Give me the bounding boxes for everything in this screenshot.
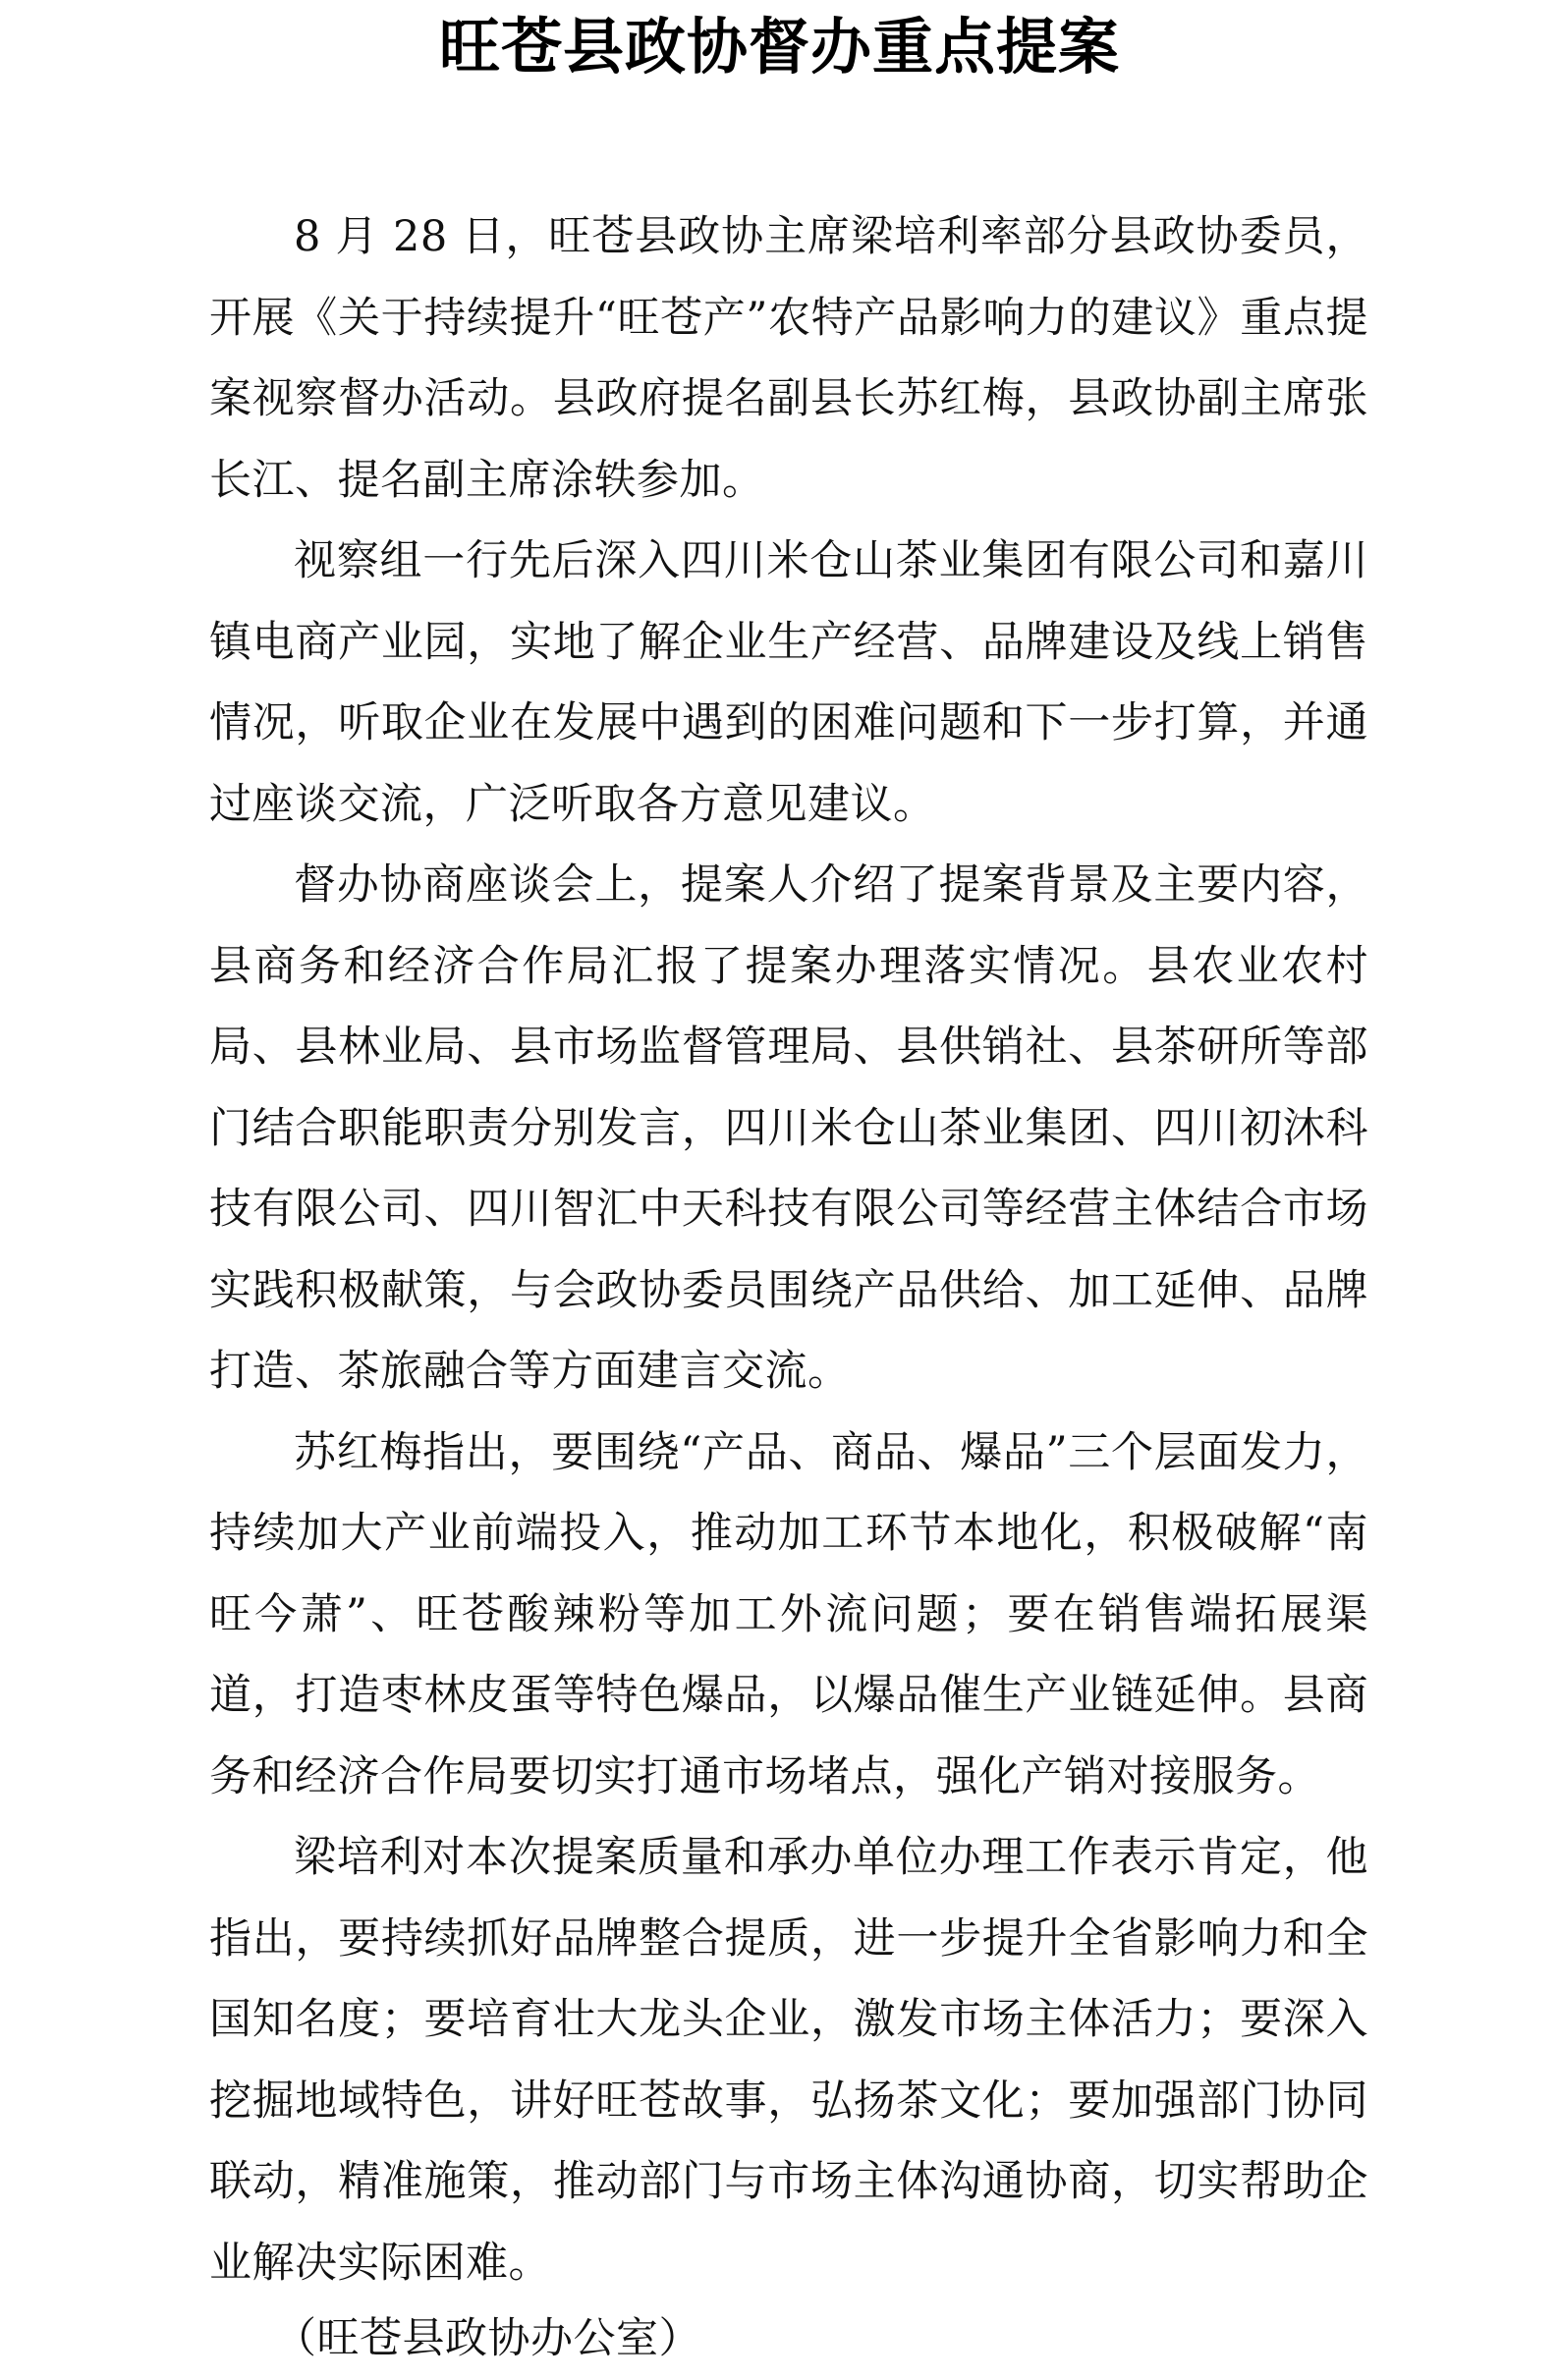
paragraph-5: 梁培利对本次提案质量和承办单位办理工作表示肯定，他指出，要持续抓好品牌整合提质，进一步提升全省影响力和全国知名度；要培育壮大龙头企业，激发市场主体活力；要深入挖掘地域特色，讲好旺苍故事，弘扬茶文化；要加强部门协同联动，精准施策，推动部门与市场主体沟通协商，切实帮助企业解决实际困难。 [209, 1833, 1368, 2288]
document-signature: （旺苍县政协办公室） [274, 2314, 701, 2363]
document-title: 旺苍县政协督办重点提案 [438, 11, 1120, 83]
document-body [209, 196, 1368, 2303]
paragraph-1: 8 月 28 日，旺苍县政协主席梁培利率部分县政协委员，开展《关于持续提升“旺苍产”农特产品影响力的建议》重点提案视察督办活动。县政府提名副县长苏红梅，县政协副主席张长江、提名副主席涂轶参加。 [209, 212, 1368, 505]
paragraph-3: 督办协商座谈会上，提案人介绍了提案背景及主要内容，县商务和经济合作局汇报了提案办理落实情况。县农业农村局、县林业局、县市场监督管理局、县供销社、县茶研所等部门结合职能职责分别发言，四川米仓山茶业集团、四川初沐科技有限公司、四川智汇中天科技有限公司等经营主体结合市场实践积极献策，与会政协委员围绕产品供给、加工延伸、品牌打造、茶旅融合等方面建言交流。 [209, 860, 1368, 1396]
paragraph-2: 视察组一行先后深入四川米仓山茶业集团有限公司和嘉川镇电商产业园，实地了解企业生产经营、品牌建设及线上销售情况，听取企业在发展中遇到的困难问题和下一步打算，并通过座谈交流，广泛听取各方意见建议。 [209, 536, 1368, 829]
paragraph-4: 苏红梅指出，要围绕“产品、商品、爆品”三个层面发力，持续加大产业前端投入，推动加工环节本地化，积极破解“南旺今萧”、旺苍酸辣粉等加工外流问题；要在销售端拓展渠道，打造枣林皮蛋等特色爆品，以爆品催生产业链延伸。县商务和经济合作局要切实打通市场堵点，强化产销对接服务。 [209, 1427, 1368, 1801]
